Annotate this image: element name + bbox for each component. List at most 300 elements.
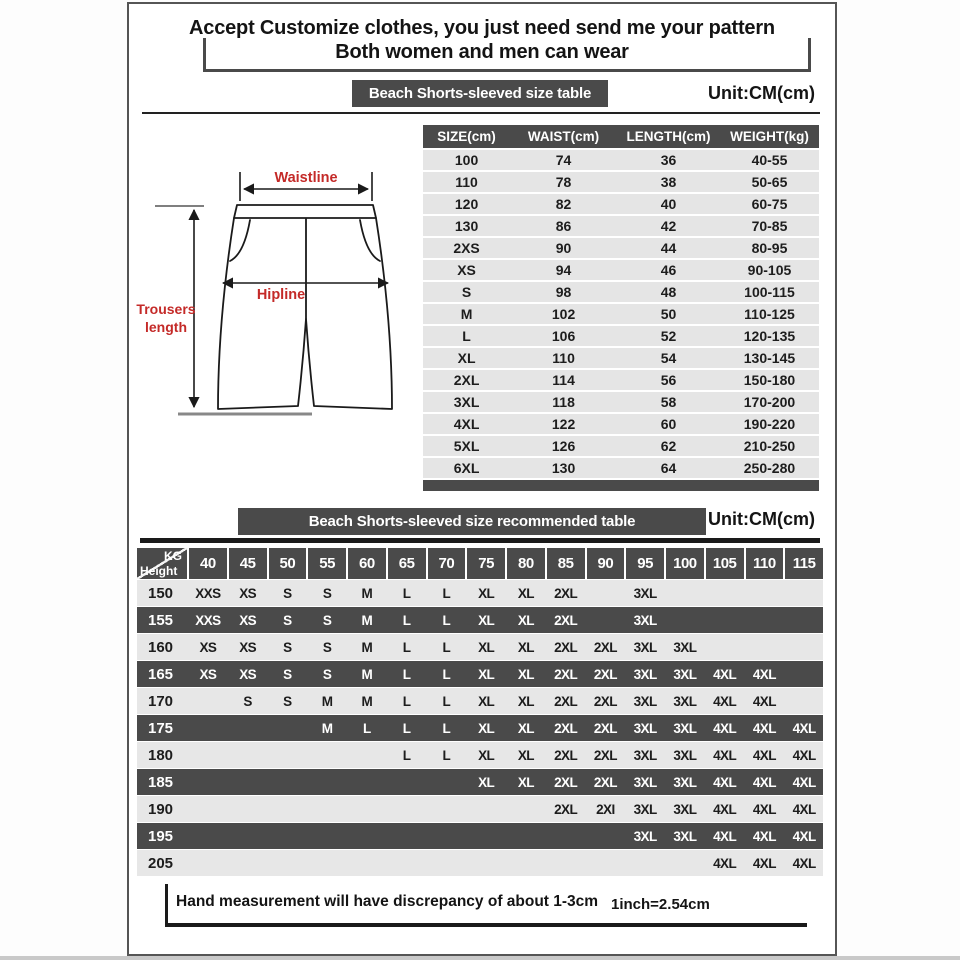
size-table-cell: 100 <box>454 152 479 168</box>
rec-table-cell <box>189 688 227 714</box>
rec-table-cell: L <box>402 585 411 601</box>
rec-table-cell: XL <box>478 585 495 601</box>
size-table-cell: 126 <box>551 438 576 454</box>
rec-table-cell <box>269 823 307 849</box>
kg-column-header: 50 <box>269 548 307 579</box>
rec-table-cell: S <box>322 639 332 655</box>
size-table-title: Beach Shorts-sleeved size table <box>352 80 608 107</box>
rec-table-cell <box>626 850 664 876</box>
size-table-cell: 98 <box>555 284 572 300</box>
rec-table-cell: 2XL <box>554 639 578 655</box>
size-table-cell: 120 <box>454 196 479 212</box>
rec-table-cell: 4XL <box>713 855 737 871</box>
rec-table-row <box>137 823 823 849</box>
size-table-cell: 190-220 <box>743 416 796 432</box>
rec-table-cell: XS <box>239 585 257 601</box>
rec-table-cell: 3XL <box>633 720 657 736</box>
size-table-row <box>423 370 819 390</box>
rec-table-cell <box>348 850 386 876</box>
size-table-cell: 110-125 <box>744 306 795 322</box>
rec-table-cell <box>507 823 545 849</box>
rec-table-cell: 4XL <box>752 855 776 871</box>
rec-table-cell: M <box>361 585 373 601</box>
size-table-cell: 62 <box>660 438 677 454</box>
size-table-row <box>423 172 819 192</box>
rec-table-cell: 3XL <box>633 774 657 790</box>
rec-table-cell: 2XL <box>554 693 578 709</box>
rec-table-cell: 3XL <box>633 666 657 682</box>
rec-table-cell: 2XL <box>593 666 617 682</box>
corner-height-label: Height <box>140 564 178 578</box>
rec-table-cell: S <box>283 585 292 601</box>
recommended-table-title: Beach Shorts-sleeved size recommended table <box>238 508 706 535</box>
size-table-row <box>423 348 819 368</box>
size-table-cell: 2XS <box>453 240 480 256</box>
rec-table-cell: 4XL <box>752 774 776 790</box>
size-table-cell: M <box>460 306 473 322</box>
size-table-cell: 50 <box>660 306 677 322</box>
rec-table-cell: XS <box>199 666 217 682</box>
size-table-cell: 78 <box>555 174 572 190</box>
rec-table-cell: L <box>442 666 451 682</box>
recommended-table <box>137 548 823 877</box>
rec-table-cell <box>587 823 625 849</box>
rec-table-cell: 3XL <box>673 639 697 655</box>
rec-table-cell: 3XL <box>633 828 657 844</box>
rec-table-cell: L <box>402 720 411 736</box>
rec-table-cell: 3XL <box>633 639 657 655</box>
height-label: 205 <box>148 854 174 872</box>
rec-table-cell: 4XL <box>792 828 816 844</box>
rec-table-cell: 4XL <box>792 855 816 871</box>
rec-table-cell: XL <box>517 639 534 655</box>
rec-table-cell: XL <box>478 612 495 628</box>
size-table-cell: 42 <box>660 218 677 234</box>
rec-table-cell <box>229 742 267 768</box>
rec-table-cell: 4XL <box>752 693 776 709</box>
size-table-row <box>423 282 819 302</box>
rec-table-row <box>137 634 823 660</box>
kg-column-header: 75 <box>467 548 505 579</box>
rec-table-cell <box>308 742 346 768</box>
size-table-cell: XS <box>457 262 476 278</box>
size-table-header <box>423 125 819 148</box>
size-column-header: LENGTH(cm) <box>626 129 711 144</box>
rec-table-cell: 4XL <box>713 693 737 709</box>
rec-table-cell: 2XL <box>554 801 578 817</box>
rec-table-cell <box>706 607 744 633</box>
size-column-header: SIZE(cm) <box>437 129 496 144</box>
rec-table-cell <box>666 607 704 633</box>
rec-table-cell <box>189 769 227 795</box>
rec-table-cell <box>388 850 426 876</box>
rec-table-cell: XL <box>517 612 534 628</box>
size-table-row <box>423 326 819 346</box>
rec-table-cell: 4XL <box>713 747 737 763</box>
rec-table-cell <box>587 850 625 876</box>
rec-table-cell: M <box>361 693 373 709</box>
size-table <box>423 125 819 491</box>
rec-table-cell: 2XL <box>554 720 578 736</box>
rec-table-cell: 4XL <box>792 774 816 790</box>
rec-table-cell <box>388 796 426 822</box>
rec-table-cell <box>189 796 227 822</box>
rec-table-row <box>137 688 823 714</box>
size-table-cell: 64 <box>660 460 677 476</box>
rec-table-cell: S <box>322 612 332 628</box>
rec-table-cell <box>308 769 346 795</box>
bottom-edge-strip <box>0 956 960 960</box>
kg-column-header: 110 <box>746 548 784 579</box>
rec-table-body <box>137 580 823 876</box>
rec-table-cell <box>467 850 505 876</box>
rec-table-cell: XS <box>239 612 257 628</box>
height-label: 170 <box>148 692 174 710</box>
rec-table-cell: XL <box>478 774 495 790</box>
rec-table-cell: XL <box>478 720 495 736</box>
size-table-cell: L <box>462 328 471 344</box>
rec-table-cell: S <box>283 666 292 682</box>
page-title <box>169 16 795 64</box>
size-table-cell: 120-135 <box>743 328 796 344</box>
rec-table-cell <box>746 580 784 606</box>
rec-table-cell: XL <box>517 585 534 601</box>
rec-table-cell: S <box>283 639 292 655</box>
size-table-cell: 80-95 <box>751 240 788 256</box>
rec-table-cell <box>428 823 466 849</box>
rec-table-header <box>137 548 823 579</box>
rec-table-cell <box>348 769 386 795</box>
size-table-cell: 60-75 <box>751 196 788 212</box>
page-title-line2: Both women and men can wear <box>335 41 629 63</box>
rec-table-cell: 4XL <box>752 720 776 736</box>
rec-table-cell: L <box>442 747 451 763</box>
height-label: 165 <box>148 665 174 683</box>
size-table-cell: 110 <box>455 174 478 190</box>
size-table-cell: 40-55 <box>751 152 788 168</box>
rec-table-cell <box>428 796 466 822</box>
size-table-row <box>423 304 819 324</box>
rec-table-cell: 2XI <box>596 801 615 817</box>
size-table-cell: 114 <box>552 372 575 388</box>
rec-table-cell <box>229 715 267 741</box>
rec-table-cell: XL <box>478 693 495 709</box>
size-table-cell: 48 <box>660 284 677 300</box>
rec-table-cell <box>348 742 386 768</box>
rec-table-row <box>137 850 823 876</box>
size-table-cell: 130-145 <box>743 350 796 366</box>
rec-table-cell: XXS <box>195 612 221 628</box>
size-table-cell: 3XL <box>453 394 480 410</box>
kg-column-header: 80 <box>507 548 545 579</box>
rec-table-cell <box>746 634 784 660</box>
rec-table-cell: XL <box>517 747 534 763</box>
size-table-cell: 122 <box>551 416 576 432</box>
rec-table-cell: 3XL <box>673 747 697 763</box>
rec-table-row <box>137 769 823 795</box>
rec-table-cell: S <box>322 585 332 601</box>
rec-table-cell: 2XL <box>554 585 578 601</box>
rec-table-cell <box>229 850 267 876</box>
rec-table-cell <box>229 769 267 795</box>
rec-table-cell: L <box>442 693 451 709</box>
rec-table-cell <box>587 580 625 606</box>
kg-column-header: 70 <box>428 548 466 579</box>
rec-table-cell <box>189 742 227 768</box>
rec-table-cell: 2XL <box>554 747 578 763</box>
rec-table-cell <box>269 796 307 822</box>
rec-table-cell: 2XL <box>554 612 578 628</box>
rec-table-cell: M <box>321 693 333 709</box>
rec-table-cell: XL <box>478 747 495 763</box>
rec-table-cell: 4XL <box>792 801 816 817</box>
size-table-cell: 82 <box>555 196 572 212</box>
rec-table-cell: L <box>402 666 411 682</box>
kg-column-header: 100 <box>666 548 704 579</box>
size-table-cell: 58 <box>660 394 677 410</box>
corner-kg-label: KG <box>164 549 182 563</box>
size-table-cell: 36 <box>660 152 677 168</box>
rec-table-cell: 4XL <box>752 747 776 763</box>
rec-table-cell <box>507 796 545 822</box>
height-label: 160 <box>148 638 174 656</box>
rec-table-cell <box>785 634 823 660</box>
size-table-cell: 118 <box>552 394 575 410</box>
rec-table-cell: L <box>442 720 451 736</box>
height-label: 150 <box>148 584 174 602</box>
trousers-length-label-line1: Trousers <box>136 301 196 317</box>
rec-table-cell: XL <box>478 639 495 655</box>
size-table-cell: 100-115 <box>744 284 795 300</box>
rec-table-cell <box>269 850 307 876</box>
rec-table-cell: 4XL <box>713 828 737 844</box>
rec-table-cell <box>706 634 744 660</box>
rec-table-cell: M <box>361 612 373 628</box>
size-table-cell: XL <box>457 350 476 366</box>
rec-table-cell <box>785 607 823 633</box>
rec-table-cell: 3XL <box>673 666 697 682</box>
size-table-cell: 5XL <box>453 438 480 454</box>
rec-table-cell: L <box>363 720 371 736</box>
rec-table-cell <box>746 607 784 633</box>
kg-column-header: 105 <box>706 548 744 579</box>
rec-table-row <box>137 715 823 741</box>
rec-table-cell <box>467 796 505 822</box>
trousers-length-label-line2: length <box>145 319 187 335</box>
rec-table-cell: XXS <box>195 585 221 601</box>
size-table-cell: 44 <box>660 240 677 256</box>
rec-table-cell: 3XL <box>633 585 657 601</box>
footer-border-horizontal <box>165 923 807 927</box>
rec-table-cell: 3XL <box>633 801 657 817</box>
size-table-body <box>423 150 819 478</box>
rec-table-cell <box>189 823 227 849</box>
size-table-cell: 102 <box>551 306 576 322</box>
rec-table-cell: 4XL <box>752 666 776 682</box>
rec-table-cell: 4XL <box>792 720 816 736</box>
rec-table-cell: 4XL <box>713 720 737 736</box>
rec-table-cell: L <box>442 585 451 601</box>
size-table-cell: 60 <box>660 416 677 432</box>
rec-table-cell <box>785 580 823 606</box>
kg-column-header: 55 <box>308 548 346 579</box>
size-table-row <box>423 150 819 170</box>
rec-table-cell <box>308 823 346 849</box>
height-label: 155 <box>148 611 174 629</box>
recommended-table-unit: Unit:CM(cm) <box>708 509 815 529</box>
rec-table-cell <box>308 796 346 822</box>
rec-table-cell: 2XL <box>593 747 617 763</box>
rec-table-cell <box>229 796 267 822</box>
rec-table-cell: 2XL <box>554 774 578 790</box>
size-table-cell: 52 <box>660 328 677 344</box>
rec-table-cell <box>348 796 386 822</box>
rec-table-cell: S <box>283 612 292 628</box>
rec-table-cell: 4XL <box>792 747 816 763</box>
rec-table-cell <box>388 769 426 795</box>
rec-table-cell: M <box>361 639 373 655</box>
rec-table-cell: 4XL <box>713 774 737 790</box>
rec-table-cell: 2XL <box>593 693 617 709</box>
footer-border-vertical <box>165 884 168 926</box>
rec-table-cell: 3XL <box>633 612 657 628</box>
size-table-cell: 170-200 <box>743 394 796 410</box>
rec-table-cell <box>428 769 466 795</box>
rec-table-cell: 2XL <box>593 639 617 655</box>
rec-table-cell <box>666 850 704 876</box>
size-table-cell: 74 <box>555 152 572 168</box>
rec-table-cell: XS <box>239 666 257 682</box>
size-table-row <box>423 392 819 412</box>
kg-column-header: 65 <box>388 548 426 579</box>
rec-table-cell: 2XL <box>554 666 578 682</box>
size-column-header: WAIST(cm) <box>527 129 600 144</box>
height-label: 180 <box>148 746 174 764</box>
size-table-cell: 250-280 <box>743 460 796 476</box>
rec-table-cell <box>428 850 466 876</box>
size-table-cell: 94 <box>555 262 572 278</box>
size-table-row <box>423 414 819 434</box>
size-table-row <box>423 238 819 258</box>
size-table-cell: 130 <box>551 460 576 476</box>
rec-table-cell: 3XL <box>673 828 697 844</box>
rec-table-cell: L <box>402 639 411 655</box>
rec-table-cell <box>467 823 505 849</box>
rec-table-cell: L <box>402 612 411 628</box>
inch-conversion-note: 1inch=2.54cm <box>611 896 710 913</box>
rec-table-cell: XL <box>517 666 534 682</box>
size-table-cell: 150-180 <box>743 372 796 388</box>
rec-table-cell: XL <box>478 666 495 682</box>
kg-column-header: 115 <box>785 548 823 579</box>
size-table-row <box>423 194 819 214</box>
size-table-cell: 210-250 <box>743 438 796 454</box>
hipline-label: Hipline <box>256 287 306 303</box>
corner-cell <box>137 548 187 579</box>
rec-table-cell <box>269 742 307 768</box>
rec-table-cell: 4XL <box>752 828 776 844</box>
size-table-cell: 4XL <box>453 416 480 432</box>
rec-table-cell: 3XL <box>633 747 657 763</box>
rec-table-cell <box>189 850 227 876</box>
rec-table-cell: M <box>321 720 333 736</box>
rec-table-row <box>137 607 823 633</box>
size-table-cell: 90-105 <box>747 262 792 278</box>
size-table-cell: 46 <box>660 262 677 278</box>
size-table-cell: 38 <box>660 174 677 190</box>
rec-table-cell: S <box>283 693 292 709</box>
rec-table-cell: L <box>402 693 411 709</box>
rec-table-cell <box>308 850 346 876</box>
rec-table-cell: S <box>322 666 332 682</box>
rec-table-cell: L <box>442 639 451 655</box>
size-table-cell: 50-65 <box>751 174 788 190</box>
size-table-row <box>423 458 819 478</box>
rec-table-cell: 2XL <box>593 720 617 736</box>
rec-table-cell <box>587 607 625 633</box>
rec-table-cell: 2XL <box>593 774 617 790</box>
size-table-cell: 40 <box>660 196 677 212</box>
rec-table-cell <box>507 850 545 876</box>
shorts-outline <box>218 205 392 409</box>
rec-table-cell <box>706 580 744 606</box>
rec-table-cell: 4XL <box>752 801 776 817</box>
rec-table-cell: 4XL <box>713 666 737 682</box>
rec-table-cell: L <box>442 612 451 628</box>
size-table-row <box>423 216 819 236</box>
rec-table-cell: 3XL <box>633 693 657 709</box>
size-table-footer-bar <box>423 480 819 491</box>
rec-table-cell <box>785 661 823 687</box>
rec-table-cell <box>547 823 585 849</box>
rec-table-cell <box>229 823 267 849</box>
rec-table-cell <box>785 688 823 714</box>
size-table-cell: 90 <box>555 240 572 256</box>
measurement-note: Hand measurement will have discrepancy of about 1-3cm <box>176 893 599 910</box>
rec-table-cell <box>269 715 307 741</box>
rec-table-cell <box>348 823 386 849</box>
size-table-cell: 130 <box>454 218 479 234</box>
rec-table-cell: M <box>361 666 373 682</box>
size-table-row <box>423 260 819 280</box>
size-column-header: WEIGHT(kg) <box>730 129 809 144</box>
size-table-cell: 6XL <box>453 460 480 476</box>
kg-column-header: 85 <box>547 548 585 579</box>
kg-column-header: 45 <box>229 548 267 579</box>
rec-table-cell: 4XL <box>713 801 737 817</box>
rec-table-cell: XS <box>199 639 217 655</box>
size-table-cell: 56 <box>660 372 677 388</box>
rec-table-cell: S <box>243 693 252 709</box>
height-label: 185 <box>148 773 174 791</box>
kg-column-header: 40 <box>189 548 227 579</box>
size-table-cell: 54 <box>660 350 677 366</box>
divider-line-top <box>142 112 820 114</box>
rec-table-cell: 3XL <box>673 693 697 709</box>
size-table-cell: 110 <box>552 350 575 366</box>
rec-table-cell <box>269 769 307 795</box>
rec-table-cell <box>547 850 585 876</box>
rec-table-cell: XS <box>239 639 257 655</box>
size-table-unit: Unit:CM(cm) <box>708 83 815 103</box>
rec-table-row <box>137 580 823 606</box>
kg-column-header: 90 <box>587 548 625 579</box>
rec-table-cell: L <box>402 747 411 763</box>
rec-table-cell <box>388 823 426 849</box>
rec-table-row <box>137 742 823 768</box>
page-title-line1: Accept Customize clothes, you just need send me your pattern <box>189 17 775 39</box>
rec-table-cell: XL <box>517 774 534 790</box>
